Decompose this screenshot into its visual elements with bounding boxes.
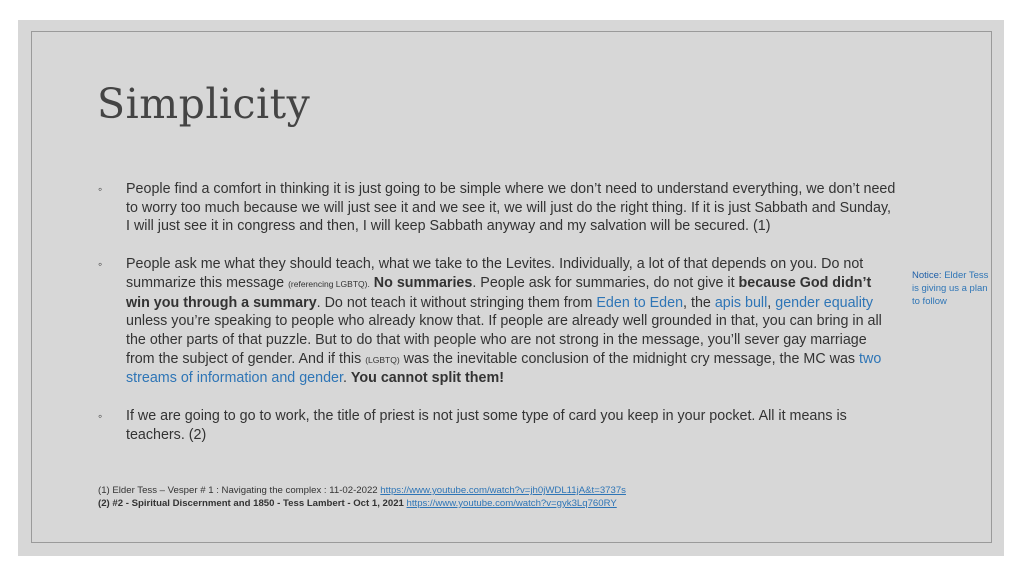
footnote-1-link[interactable]: https://www.youtube.com/watch?v=jh0jWDL11jA&t=3737s: [380, 485, 626, 496]
footnotes: [98, 484, 798, 510]
link-gender-equality[interactable]: gender equality: [775, 294, 874, 311]
bullet-2-text: was the inevitable conclusion of the midnight cry message, the MC was: [399, 350, 860, 367]
bullet-2-note-lgbtq: (LGBTQ): [365, 354, 400, 365]
bullet-2-text: unless you’re speaking to people who already know that. If people are already well grounded in that, you can bring in all the other parts of that puzzle. But to do that with people who are not strong in the message, you’ll sever gay marriage from the subject of gender. And if this: [126, 313, 882, 367]
sidenote: [912, 269, 992, 308]
bullet-marker-icon: ◦: [98, 409, 103, 424]
bullet-2-bold-summary: because God didn’t win you through a summary: [126, 274, 872, 311]
sidenote-text: Elder Tess is giving us a plan to follow: [912, 270, 989, 307]
link-apis-bull[interactable]: apis bull: [714, 294, 768, 311]
bullet-2-note-referencing: (referencing LGBTQ).: [288, 278, 370, 289]
link-two-streams[interactable]: two streams of information and gender: [126, 350, 882, 387]
bullet-2-bold-cannot-split: You cannot split them!: [350, 370, 504, 387]
bullet-2-text: .: [342, 370, 351, 387]
footnote-1-text: (1) Elder Tess – Vesper # 1 : Navigating the complex : 11-02-2022: [98, 485, 381, 496]
bullet-item-1: [98, 180, 898, 236]
bullet-2-text: ,: [767, 294, 776, 311]
bullet-1-text: People find a comfort in thinking it is just going to be simple where we don’t need to understand everything, we don’t need to worry too much because we will just see it and we see it, we will just do the right thing. If it is just Sabbath and Sunday, I will just see it in congress and then, I will keep Sabbath anyway and my salvation will be secured. (1): [126, 181, 896, 235]
bullet-2-text: , the: [683, 294, 715, 311]
bullet-marker-icon: ◦: [98, 182, 103, 196]
footnote-2-link[interactable]: https://www.youtube.com/watch?v=gyk3Lq760RY: [406, 498, 617, 509]
bullet-2-text: People ask me what they should teach, what we take to the Levites. Individually, a lot of that depends on you. Do not summarize this message: [126, 256, 864, 291]
slide-title: Simplicity: [97, 80, 311, 128]
link-eden-to-eden[interactable]: Eden to Eden: [596, 294, 684, 311]
bullet-marker-icon: ◦: [98, 257, 103, 272]
bullet-item-3: [98, 407, 898, 444]
footnote-1: [98, 484, 798, 497]
bullet-item-2: [98, 255, 898, 388]
bullet-2-text: . Do not teach it without stringing them from: [316, 294, 597, 311]
bullet-list: [98, 180, 898, 463]
bullet-2-bold-no-summaries: No summaries: [369, 274, 473, 291]
footnote-2: [98, 497, 798, 510]
footnote-2-text: (2) #2 - Spiritual Discernment and 1850 - Tess Lambert - Oct 1, 2021: [98, 498, 404, 509]
sidenote-label: Notice:: [912, 270, 942, 281]
bullet-2-text: . People ask for summaries, do not give it: [472, 274, 739, 291]
bullet-3-text: If we are going to go to work, the title of priest is not just some type of card you keep in your pocket. All it means is teachers. (2): [126, 408, 847, 443]
